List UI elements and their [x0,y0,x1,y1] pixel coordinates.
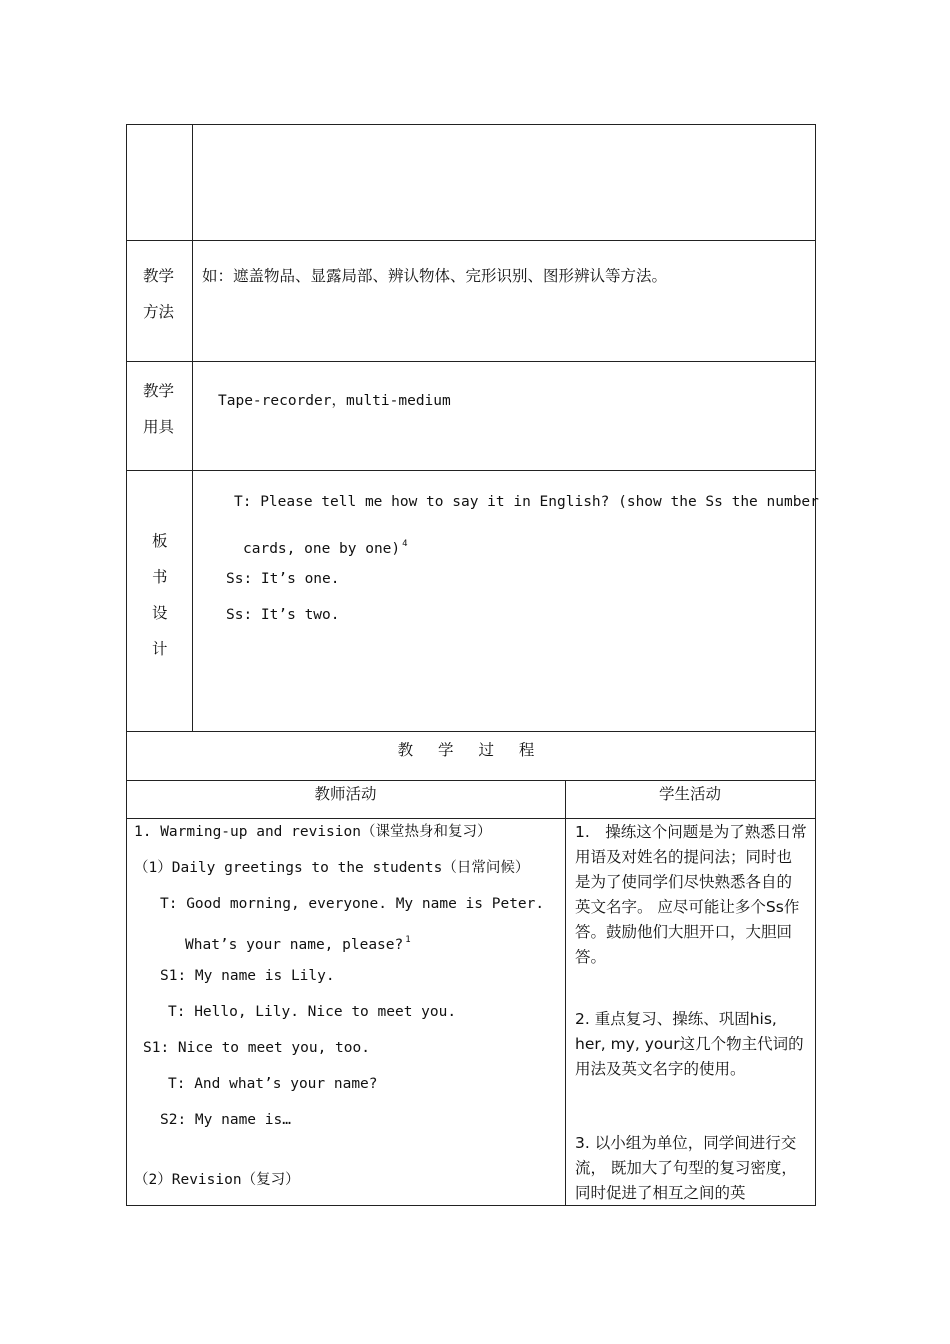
footnote-mark: 4 [402,539,408,549]
board-label-char: 设 [152,604,168,622]
row-divider [126,818,816,819]
teacher-activity-header: 教师活动 [314,785,377,803]
tools-label-line1: 教学 [143,382,175,400]
teacher-line: S2: My name is… [160,1112,291,1128]
student-note-2: 2. 重点复习、操练、巩固his, her, my, your这几个物主代词的用法及英文名字的使用。 [575,1010,804,1078]
board-line: cards, one by one) $^4$ [243,539,408,557]
board-label-char: 板 [152,532,168,550]
footnote-mark: 1 [405,935,411,945]
row-divider [126,361,816,362]
teacher-line: （2）Revision（复习） [134,1172,300,1188]
teacher-line: （1）Daily greetings to the students（日常问候） [134,860,530,876]
row-divider [126,240,816,241]
row-divider [126,731,816,732]
table-border-top [126,124,816,125]
method-label-line1: 教学 [143,267,175,285]
student-note-1: 1. 操练这个问题是为了熟悉日常用语及对姓名的提问法；同时也是为了使同学们尽快熟悉各自的英文名字。 应尽可能让多个Ss作答。鼓励他们大胆开口，大胆回答。 [575,823,807,966]
board-line: T: Please tell me how to say it in English? (show the Ss the number [234,494,819,510]
row-divider [126,470,816,471]
table-border-right [815,124,816,1206]
board-line: Ss: It’s two. [226,607,340,623]
teacher-line: S1: Nice to meet you, too. [143,1040,370,1056]
row-divider [126,780,816,781]
teacher-line: What’s your name, please? $^1$ [185,935,411,953]
teacher-line: T: Good morning, everyone. My name is Peter. [160,896,545,912]
teacher-line: 1. Warming-up and revision（课堂热身和复习） [134,824,492,840]
teacher-line: T: Hello, Lily. Nice to meet you. [168,1004,457,1020]
method-content: 如：遮盖物品、显露局部、辨认物体、完形识别、图形辨认等方法。 [202,267,668,285]
board-line: Ss: It’s one. [226,571,340,587]
tools-label-line2: 用具 [143,418,175,436]
board-label-char: 书 [152,568,168,586]
process-title: 教 学 过 程 [397,741,545,759]
tools-content: Tape-recorder，multi-medium [218,393,451,409]
student-activity-header: 学生活动 [658,785,721,803]
student-note-3: 3. 以小组为单位，同学间进行交流， 既加大了句型的复习密度， 同时促进了相互之间的英 [575,1134,797,1202]
label-column-divider [192,124,193,732]
board-label-char: 计 [152,640,168,658]
activity-column-divider [565,780,566,1206]
teacher-line: T: And what’s your name? [168,1076,378,1092]
teacher-line: S1: My name is Lily. [160,968,335,984]
table-border-left [126,124,127,1206]
method-label-line2: 方法 [143,303,175,321]
